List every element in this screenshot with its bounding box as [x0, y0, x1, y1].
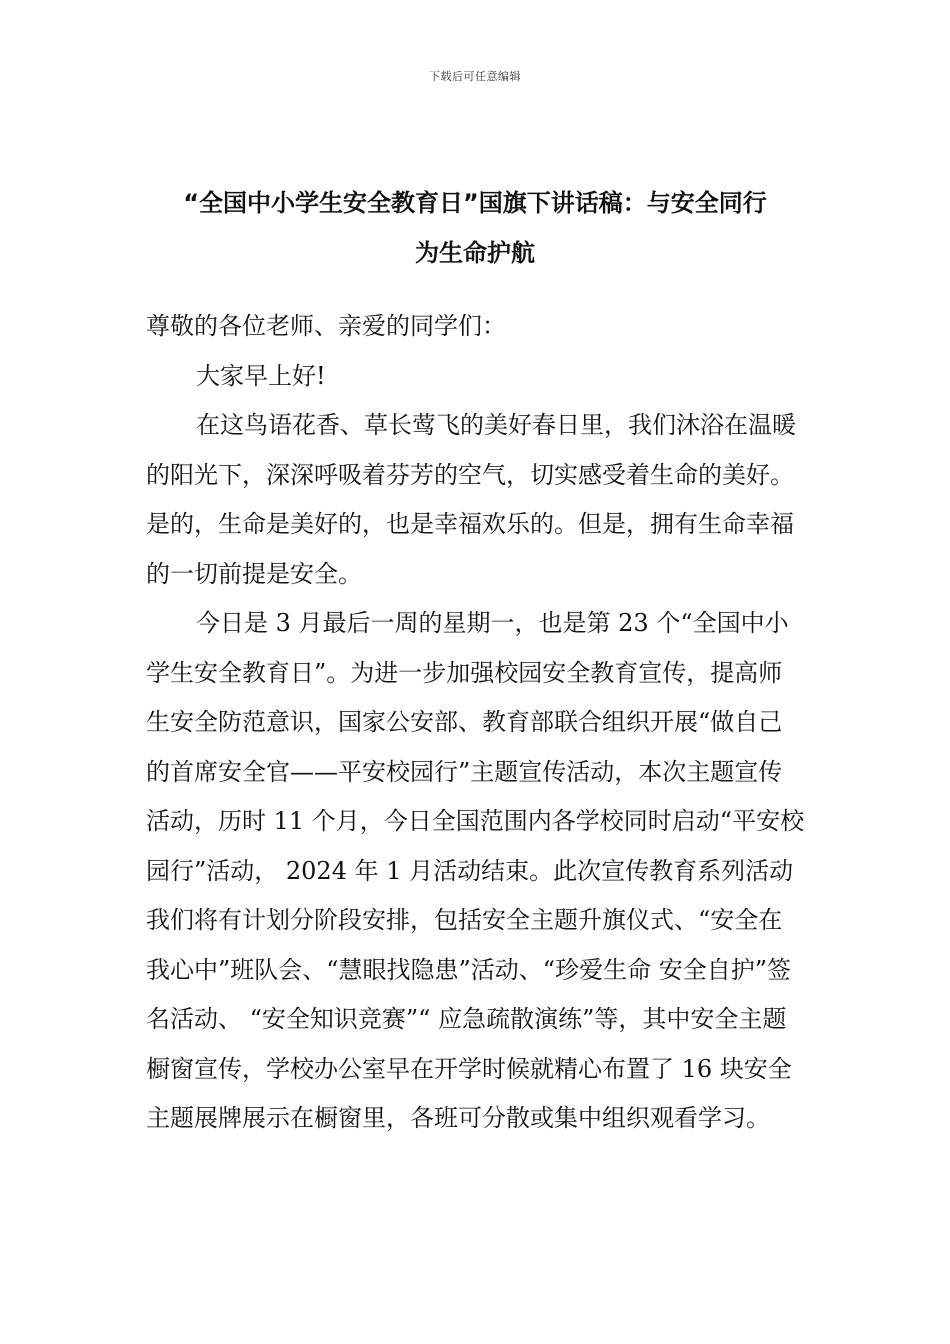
- document-body: [146, 302, 806, 1144]
- paragraph-2: 今日是 3 月最后一周的星期一，也是第 23 个“全国中小学生安全教育日”。为进一步加强校园安全教育宣传，提高师生安全防范意识，国家公安部、教育部联合组织开展“做自己的首席安全官——平安校园行”主题宣传活动，本次主题宣传活动，历时 11 个月，今日全国范围内各学校同时启动“平安校园行”活动， 2024 年 1 月活动结束。此次宣传教育系列活动我们将有计划分阶段安排，包括安全主题升旗仪式、“安全在我心中”班队会、“慧眼找隐患”活动、“珍爱生命 安全自护”签名活动、 “安全知识竞赛”“ 应急疏散演练”等，其中安全主题橱窗宣传，学校办公室早在开学时候就精心布置了 16 块安全主题展牌展示在橱窗里，各班可分散或集中组织观看学习。: [146, 609, 805, 1132]
- document-title: [120, 178, 830, 278]
- greeting: 大家早上好!: [196, 361, 326, 390]
- title-line-1: “全国中小学生安全教育日”国旗下讲话稿：与安全同行: [183, 189, 767, 217]
- paragraph-1: 在这鸟语花香、草长莺飞的美好春日里，我们沐浴在温暖的阳光下，深深呼吸着芬芳的空气，切实感受着生命的美好。是的，生命是美好的，也是幸福欢乐的。但是，拥有生命幸福的一切前提是安全。: [146, 411, 796, 588]
- title-line-2: 为生命护航: [415, 239, 535, 267]
- salutation: 尊敬的各位老师、亲爱的同学们：: [146, 312, 506, 340]
- header-note: 下载后可任意编辑: [429, 70, 521, 83]
